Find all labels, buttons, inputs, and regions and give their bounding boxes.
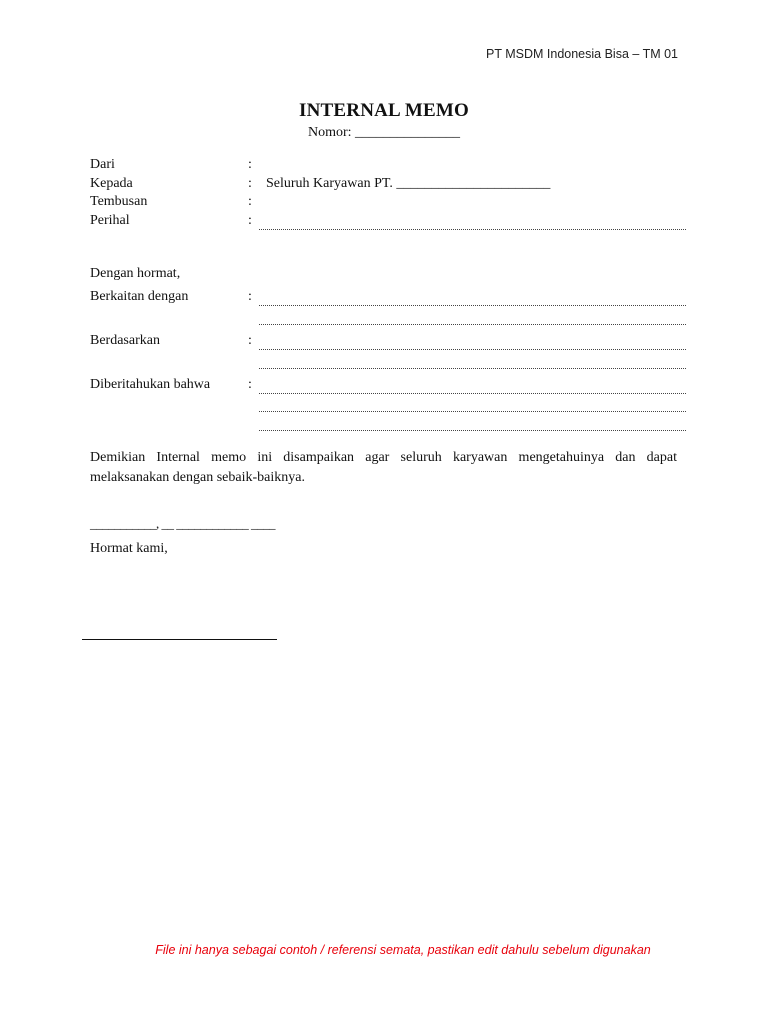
colon: : [248, 289, 252, 304]
colon: : [248, 157, 252, 172]
closing-paragraph: Demikian Internal memo ini disampaikan agar seluruh karyawan mengetahuinya dan dapat melaksanakan dengan sebaik-baiknya. [90, 450, 677, 485]
field-label-diberitahukan: Diberitahukan bahwa [90, 377, 211, 392]
field-label-kepada: Kepada [90, 176, 133, 191]
colon: : [248, 194, 252, 209]
field-label-tembusan: Tembusan [90, 194, 148, 209]
colon: : [248, 377, 252, 392]
memo-number: Nomor: _______________ [307, 125, 461, 140]
signature-line [82, 639, 277, 640]
field-value-kepada: Seluruh Karyawan PT. ______________________ [266, 176, 551, 191]
colon: : [248, 176, 252, 191]
field-label-berdasarkan: Berdasarkan [90, 333, 160, 348]
place-date-line: ___________, __ ____________ ____ [90, 516, 275, 531]
berkaitan-fill-line-2 [259, 324, 686, 325]
field-label-berkaitan: Berkaitan dengan [90, 289, 189, 304]
colon: : [248, 213, 252, 228]
page-title: INTERNAL MEMO [299, 100, 469, 121]
field-label-perihal: Perihal [90, 213, 130, 228]
greeting: Dengan hormat, [90, 266, 181, 281]
perihal-fill-line [259, 229, 686, 230]
berdasarkan-fill-line-1 [259, 349, 686, 350]
document-reference: PT MSDM Indonesia Bisa – TM 01 [486, 47, 678, 61]
field-label-dari: Dari [90, 157, 115, 172]
disclaimer-note: File ini hanya sebagai contoh / referensi semata, pastikan edit dahulu sebelum digunakan [155, 943, 651, 957]
diberitahukan-fill-line-3 [259, 430, 686, 431]
berkaitan-fill-line-1 [259, 305, 686, 306]
diberitahukan-fill-line-2 [259, 411, 686, 412]
diberitahukan-fill-line-1 [259, 393, 686, 394]
berdasarkan-fill-line-2 [259, 368, 686, 369]
colon: : [248, 333, 252, 348]
closing-salutation: Hormat kami, [90, 541, 168, 556]
